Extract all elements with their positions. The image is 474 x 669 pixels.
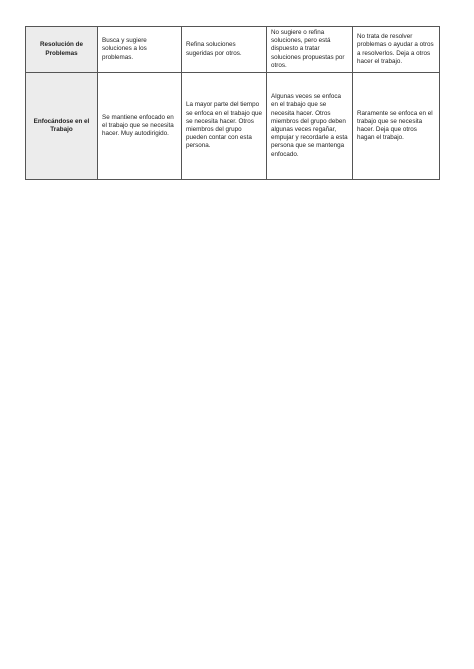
level-cell [267,73,353,180]
table-row [26,73,440,180]
level-text: Raramente se enfoca en el trabajo que se necesita hacer. Deja que otros hagan el trabajo. [357,109,433,142]
level-cell [353,73,440,180]
level-cell [182,27,267,73]
level-cell [353,27,440,73]
level-text: Algunas veces se enfoca en el trabajo que se necesita hacer. Otros miembros del grupo deben algunas veces regañar, empujar y recordarle a esta persona que se mantenga enfocado. [271,93,348,158]
level-text: No sugiere o refina soluciones, pero está dispuesto a tratar soluciones propuestas por otros. [271,29,345,69]
level-text: Se mantiene enfocado en el trabajo que se necesita hacer. Muy autodirigido. [102,113,174,138]
criterion-label: Resolución de Problemas [39,41,84,57]
level-cell [267,27,353,73]
level-text: La mayor parte del tiempo se enfoca en el trabajo que se necesita hacer. Otros miembros del grupo pueden contar con esta persona. [186,101,262,150]
rubric-table [25,26,440,180]
criterion-label: Enfocándose en el Trabajo [33,117,90,134]
level-text: No trata de resolver problemas o ayudar a otros a resolverlos. Deja a otros hacer el trabajo. [357,33,434,65]
table-row [26,27,440,73]
level-text: Refina soluciones sugeridas por otros. [186,41,242,57]
criterion-cell [26,27,98,73]
criterion-cell [26,73,98,180]
level-text: Busca y sugiere soluciones a los problemas. [102,37,147,61]
level-cell [98,73,182,180]
level-cell [98,27,182,73]
level-cell [182,73,267,180]
